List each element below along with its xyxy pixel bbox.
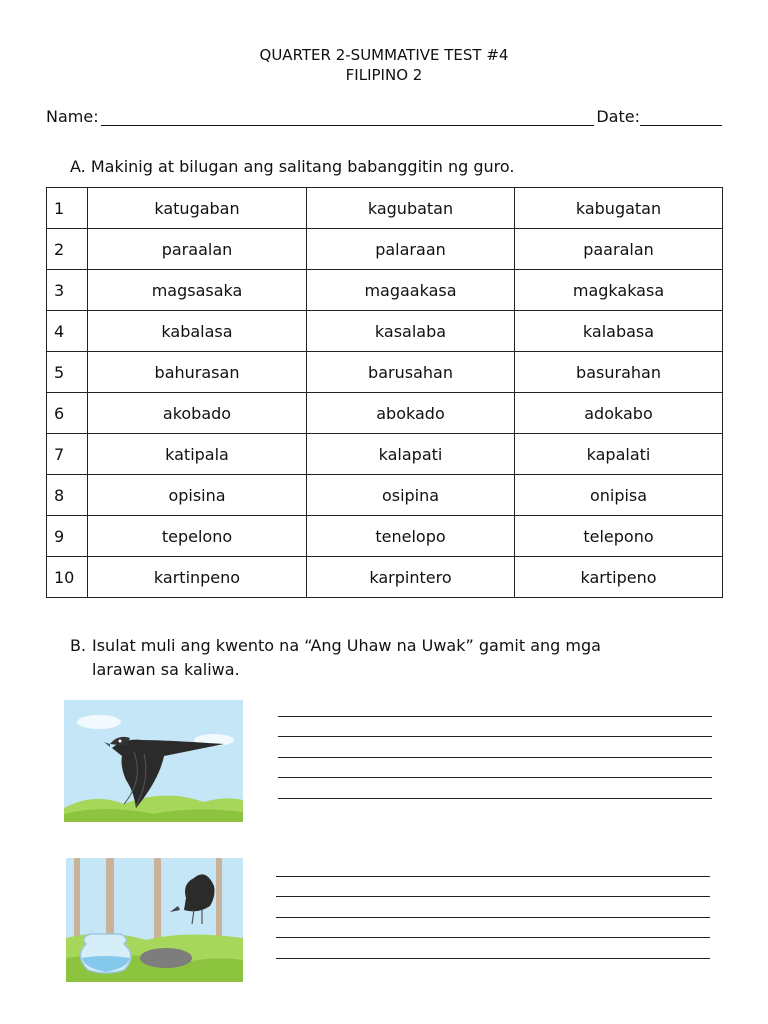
name-field[interactable] xyxy=(101,108,595,126)
flying-crow-image xyxy=(64,700,243,822)
word-choice[interactable]: kalabasa xyxy=(515,311,723,352)
item-number: 7 xyxy=(47,434,88,475)
item-number: 2 xyxy=(47,229,88,270)
word-choice[interactable]: magaakasa xyxy=(307,270,515,311)
word-choice[interactable]: kabugatan xyxy=(515,188,723,229)
item-number: 4 xyxy=(47,311,88,352)
date-field[interactable] xyxy=(640,108,722,126)
word-choice[interactable]: katipala xyxy=(88,434,307,475)
table-row xyxy=(47,352,723,393)
date-label: Date: xyxy=(596,107,640,126)
test-title: QUARTER 2-SUMMATIVE TEST #4 xyxy=(259,46,509,64)
name-date-row xyxy=(46,107,722,126)
word-choice[interactable]: magsasaka xyxy=(88,270,307,311)
table-row xyxy=(47,516,723,557)
word-choice[interactable]: palaraan xyxy=(307,229,515,270)
section-b-instruction xyxy=(70,634,690,682)
word-choice-table xyxy=(46,187,723,598)
section-b-label: B. xyxy=(70,636,87,655)
table-row xyxy=(47,188,723,229)
section-b-line1: Isulat muli ang kwento na “Ang Uhaw na Uwak” gamit ang mga xyxy=(92,636,601,655)
item-number: 8 xyxy=(47,475,88,516)
word-choice[interactable]: barusahan xyxy=(307,352,515,393)
word-choice[interactable]: onipisa xyxy=(515,475,723,516)
table-row xyxy=(47,557,723,598)
crow-and-pitcher-image xyxy=(66,858,243,982)
word-choice[interactable]: tenelopo xyxy=(307,516,515,557)
word-choice[interactable]: opisina xyxy=(88,475,307,516)
word-choice[interactable]: karpintero xyxy=(307,557,515,598)
word-choice[interactable]: kartinpeno xyxy=(88,557,307,598)
word-choice[interactable]: osipina xyxy=(307,475,515,516)
item-number: 3 xyxy=(47,270,88,311)
word-choice[interactable]: paaralan xyxy=(515,229,723,270)
worksheet-header xyxy=(0,45,768,85)
word-choice[interactable]: katugaban xyxy=(88,188,307,229)
word-choice[interactable]: paraalan xyxy=(88,229,307,270)
word-choice[interactable]: kagubatan xyxy=(307,188,515,229)
word-choice[interactable]: kabalasa xyxy=(88,311,307,352)
item-number: 9 xyxy=(47,516,88,557)
word-choice[interactable]: adokabo xyxy=(515,393,723,434)
name-label: Name: xyxy=(46,107,99,126)
writing-lines-1[interactable] xyxy=(278,696,712,799)
word-choice[interactable]: kapalati xyxy=(515,434,723,475)
subject-title: FILIPINO 2 xyxy=(345,66,423,84)
item-number: 5 xyxy=(47,352,88,393)
section-a-instruction: A. Makinig at bilugan ang salitang babanggitin ng guro. xyxy=(70,157,515,176)
table-row xyxy=(47,311,723,352)
item-number: 1 xyxy=(47,188,88,229)
word-choice[interactable]: akobado xyxy=(88,393,307,434)
word-choice[interactable]: kasalaba xyxy=(307,311,515,352)
table-row xyxy=(47,475,723,516)
word-choice[interactable]: abokado xyxy=(307,393,515,434)
word-choice[interactable]: tepelono xyxy=(88,516,307,557)
word-choice[interactable]: kalapati xyxy=(307,434,515,475)
item-number: 6 xyxy=(47,393,88,434)
writing-lines-2[interactable] xyxy=(276,856,710,959)
word-choice[interactable]: kartipeno xyxy=(515,557,723,598)
item-number: 10 xyxy=(47,557,88,598)
word-choice[interactable]: bahurasan xyxy=(88,352,307,393)
word-choice[interactable]: basurahan xyxy=(515,352,723,393)
table-row xyxy=(47,434,723,475)
word-choice[interactable]: telepono xyxy=(515,516,723,557)
table-row xyxy=(47,229,723,270)
word-choice[interactable]: magkakasa xyxy=(515,270,723,311)
table-row xyxy=(47,270,723,311)
section-b-line2: larawan sa kaliwa. xyxy=(92,660,240,679)
table-row xyxy=(47,393,723,434)
